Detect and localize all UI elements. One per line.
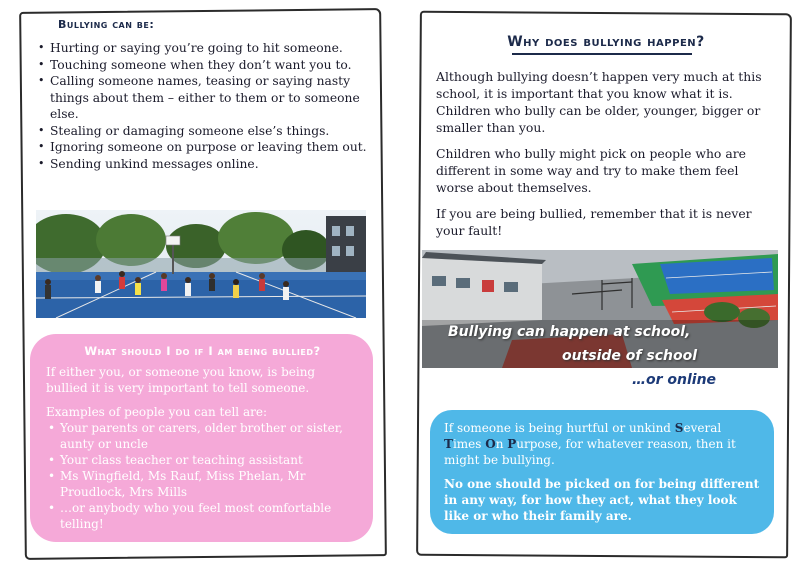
paragraph: Children who bully might pick on people who are different in some way and try to make them feel worse about themselves. xyxy=(436,146,746,195)
list-item: • Hurting or saying you’re going to hit someone. xyxy=(36,40,376,57)
heading-underline xyxy=(512,53,692,55)
caption-line: outside of school xyxy=(562,348,698,364)
why-heading: Why does bullying happen? xyxy=(507,34,705,50)
list-item: • Touching someone when they don’t want you to. xyxy=(36,57,376,74)
people-list xyxy=(46,420,359,532)
blue-box-bold-paragraph: No one should be picked on for being different in any way, for how they act, what they look like or who their family are. xyxy=(444,477,760,523)
text-span: imes xyxy=(452,437,486,451)
list-item: • Your parents or carers, older brother or sister, aunty or uncle xyxy=(46,420,359,452)
list-item: • Ignoring someone on purpose or leaving them out. xyxy=(36,139,376,156)
photo-caption xyxy=(422,250,778,368)
playground-photo xyxy=(36,210,366,318)
school-aerial-photo xyxy=(422,250,778,368)
pink-box-paragraph: If either you, or someone you know, is being bullied it is very important to tell someone. xyxy=(46,365,316,395)
caption-line: Bullying can happen at school, xyxy=(448,324,691,340)
blue-box-paragraph xyxy=(444,420,760,468)
acronym-letter: T xyxy=(444,437,453,451)
pink-info-box xyxy=(30,334,373,542)
paragraph: If you are being bullied, remember that it is never your fault! xyxy=(436,206,752,238)
list-item: • …or anybody who you feel most comfortable telling! xyxy=(46,500,359,532)
list-item: • Your class teacher or teaching assistant xyxy=(46,452,359,468)
text-span: everal xyxy=(683,421,722,435)
acronym-letter: P xyxy=(507,437,517,451)
text-span: n xyxy=(495,437,508,451)
text-span: urpose, for whatever reason, then it might be bullying. xyxy=(444,437,736,467)
bullying-heading: Bullying can be: xyxy=(58,18,155,31)
text-span: If someone is being hurtful or unkind xyxy=(444,421,675,435)
list-item: • Stealing or damaging someone else’s things. xyxy=(36,123,376,140)
pink-box-subheading: Examples of people you can tell are: xyxy=(46,405,267,419)
why-text xyxy=(436,68,774,248)
pink-box-heading: What should I do if I am being bullied? xyxy=(84,344,321,358)
paragraph: Although bullying doesn’t happen very much at this school, it is important that you know what it is. Children who bully can be older, younger, bigger or smaller than you. xyxy=(436,69,762,135)
acronym-letter: S xyxy=(674,421,684,435)
caption-line-online: …or online xyxy=(632,372,717,388)
list-item: • Sending unkind messages online. xyxy=(36,156,376,173)
acronym-letter: O xyxy=(485,437,496,451)
list-item: • Calling someone names, teasing or saying nasty things about them – either to them or to someone else. xyxy=(36,73,376,123)
blue-info-box xyxy=(430,410,774,534)
list-item: • Ms Wingfield, Ms Rauf, Miss Phelan, Mr Proudlock, Mrs Mills xyxy=(46,468,359,500)
playground-photo-svg xyxy=(36,210,366,318)
bullying-list xyxy=(36,40,376,172)
